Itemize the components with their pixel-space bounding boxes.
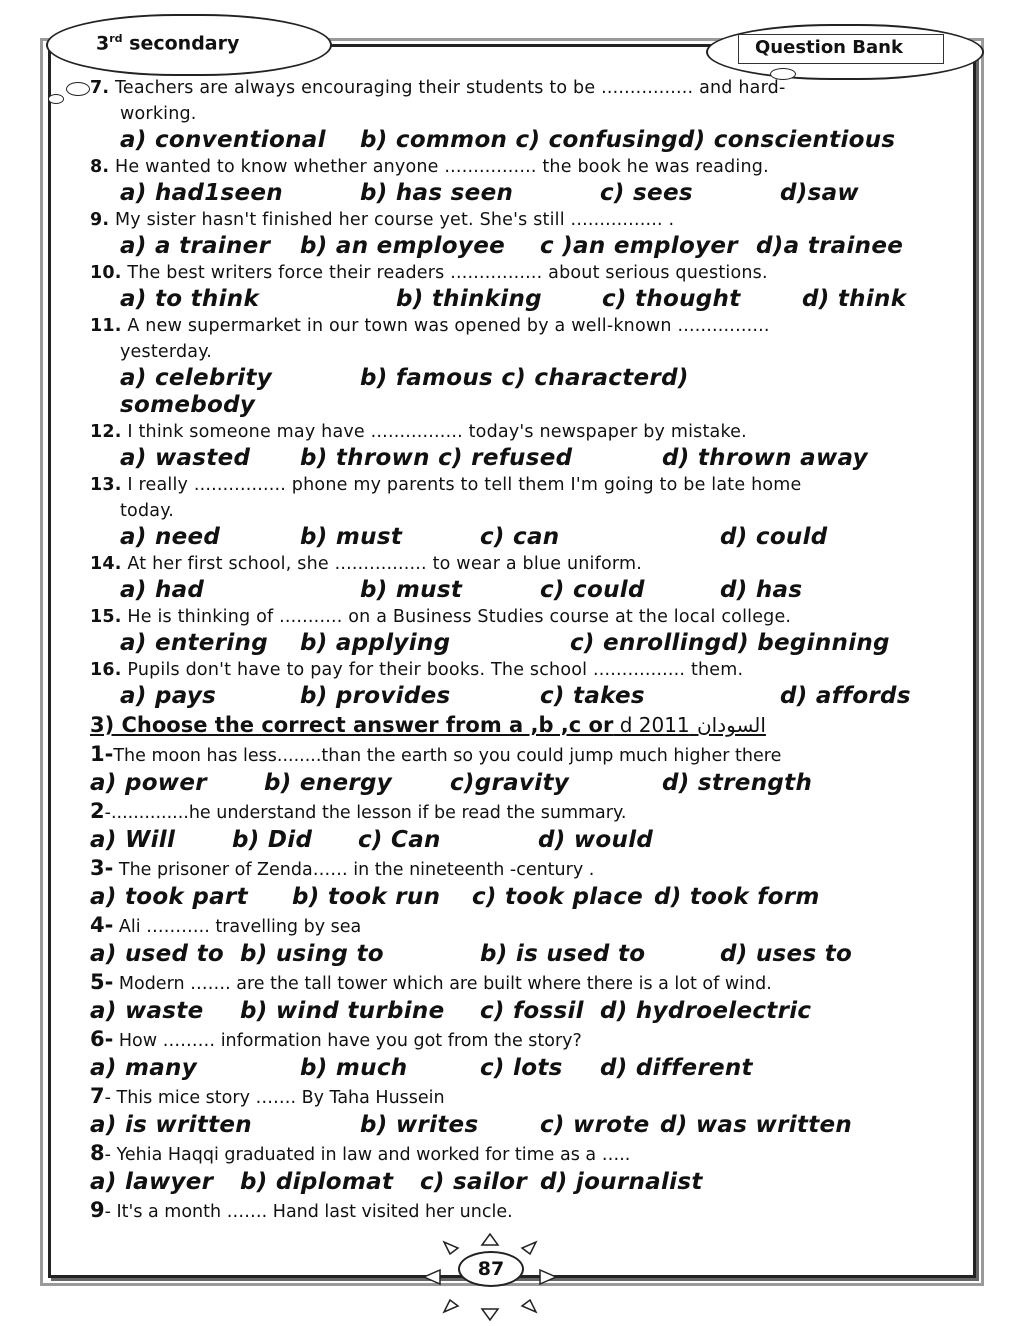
answer-option: d) hydroelectric xyxy=(600,998,812,1024)
answer-option: d) xyxy=(661,365,689,391)
answer-option: b) thinking xyxy=(396,286,542,312)
answer-option: b) took run xyxy=(292,884,441,910)
answer-option: d) think xyxy=(802,286,907,312)
section-title: 3) Choose the correct answer from a ,b ,c or xyxy=(90,713,614,737)
answer-option: b) writes xyxy=(360,1112,479,1138)
answer-row xyxy=(90,1169,970,1196)
question-item xyxy=(90,207,970,233)
question-number: 6- xyxy=(90,1027,114,1051)
answer-option: d) uses to xyxy=(720,941,853,967)
answer-option: a) wasted xyxy=(120,445,251,471)
answer-option: d) different xyxy=(600,1055,753,1081)
answer-row xyxy=(90,180,970,207)
answer-row xyxy=(90,524,970,551)
page-number: 87 xyxy=(458,1251,524,1287)
answer-option: b) an employee xyxy=(300,233,505,259)
question-text: He is thinking of ........... on a Business Studies course at the local college. xyxy=(127,607,792,627)
answer-option: b) is used to xyxy=(480,941,646,967)
question-item xyxy=(90,657,970,683)
question-number: 7. xyxy=(90,78,110,98)
section-suffix: d 2011 xyxy=(613,713,690,737)
answer-option: b) energy xyxy=(264,770,393,796)
answer-option: c)gravity xyxy=(450,770,570,796)
question-text: I really ................ phone my parents to tell them I'm going to be late home xyxy=(127,475,802,495)
question-text-cont: working. xyxy=(120,104,197,124)
section-arabic: السودان xyxy=(696,713,766,737)
question-number: 7 xyxy=(90,1084,105,1108)
question-item xyxy=(90,551,970,577)
question-number: 5- xyxy=(90,970,114,994)
question-text: Teachers are always encouraging their students to be ................ and hard- xyxy=(115,78,786,98)
question-item xyxy=(90,75,970,127)
question-number: 15. xyxy=(90,607,122,627)
section-heading xyxy=(90,710,970,740)
answer-option: d) has xyxy=(720,577,803,603)
question-item xyxy=(90,797,970,827)
question-item xyxy=(90,419,970,445)
question-text-cont: yesterday. xyxy=(120,342,213,362)
answer-row xyxy=(90,770,970,797)
question-text: The best writers force their readers ................ about serious questions. xyxy=(127,263,768,283)
answer-option: a) pays xyxy=(120,683,217,709)
answer-row xyxy=(90,365,970,392)
question-item xyxy=(90,740,970,770)
question-item xyxy=(90,911,970,941)
question-item xyxy=(90,968,970,998)
answer-option: c) could xyxy=(540,577,645,603)
answer-option: b) using to xyxy=(240,941,384,967)
answer-option: d) thrown away xyxy=(662,445,868,471)
question-number: 1- xyxy=(90,742,114,766)
question-number: 11. xyxy=(90,316,122,336)
answer-option: b) thrown c) refused xyxy=(300,445,573,471)
answer-option: a) lawyer xyxy=(90,1169,214,1195)
answer-option: d) took form xyxy=(654,884,820,910)
answer-row xyxy=(90,445,970,472)
answer-option: b) applying xyxy=(300,630,451,656)
question-number: 12. xyxy=(90,422,122,442)
answer-option: d) conscientious xyxy=(677,127,896,153)
answer-option: b) has seen xyxy=(360,180,514,206)
question-item xyxy=(90,313,970,365)
answer-option: c) sailor xyxy=(420,1169,527,1195)
question-item xyxy=(90,1082,970,1112)
answer-option: a) to think xyxy=(120,286,260,312)
answer-row xyxy=(90,233,970,260)
question-text: I think someone may have ................ today's newspaper by mistake. xyxy=(127,422,747,442)
answer-option: d) affords xyxy=(780,683,911,709)
thought-bubble xyxy=(66,82,90,96)
answer-row-cont xyxy=(90,392,970,419)
answer-option: a) used to xyxy=(90,941,224,967)
question-item xyxy=(90,1139,970,1169)
answer-option: a) Will xyxy=(90,827,176,853)
answer-row xyxy=(90,1112,970,1139)
answer-option: a) is written xyxy=(90,1112,252,1138)
answer-option: d) strength xyxy=(662,770,813,796)
answer-option: b) common c) confusing xyxy=(360,127,678,153)
question-text: Ali ……….. travelling by sea xyxy=(113,917,362,937)
answer-option: b) wind turbine xyxy=(240,998,445,1024)
answer-option: d) was written xyxy=(660,1112,853,1138)
question-text: A new supermarket in our town was opened by a well-known ................ xyxy=(127,316,770,336)
question-text: - This mice story ……. By Taha Hussein xyxy=(104,1088,445,1108)
answer-row xyxy=(90,577,970,604)
question-bank-title: Question Bank xyxy=(755,37,903,58)
answer-option: a) need xyxy=(120,524,221,550)
answer-row xyxy=(90,827,970,854)
answer-option: c) fossil xyxy=(480,998,584,1024)
question-number: 14. xyxy=(90,554,122,574)
answer-option: c) Can xyxy=(358,827,441,853)
question-content xyxy=(90,75,970,1226)
answer-row xyxy=(90,941,970,968)
answer-option: a) had1seen xyxy=(120,180,283,206)
answer-option: b) must xyxy=(360,577,463,603)
answer-option: b) provides xyxy=(300,683,451,709)
question-item xyxy=(90,472,970,524)
question-text: Modern ……. are the tall tower which are built where there is a lot of wind. xyxy=(113,974,772,994)
question-item xyxy=(90,154,970,180)
answer-option: c )an employer xyxy=(540,233,738,259)
answer-option: somebody xyxy=(120,392,256,418)
answer-option: c) sees xyxy=(600,180,693,206)
answer-option: c) enrollingd) beginning xyxy=(570,630,890,656)
question-text: - It's a month ……. Hand last visited her uncle. xyxy=(104,1202,513,1222)
answer-option: a) conventional xyxy=(120,127,326,153)
question-text: The prisoner of Zenda…… in the nineteenth -century . xyxy=(113,860,595,880)
question-text: -..............he understand the lesson if be read the summary. xyxy=(104,803,627,823)
question-text: My sister hasn't finished her course yet. She's still ................ . xyxy=(115,210,675,230)
answer-option: d) could xyxy=(720,524,828,550)
question-number: 13. xyxy=(90,475,122,495)
answer-option: a) power xyxy=(90,770,207,796)
question-number: 8. xyxy=(90,157,110,177)
answer-option: c) wrote xyxy=(540,1112,650,1138)
question-number: 4- xyxy=(90,913,114,937)
answer-option: b) diplomat xyxy=(240,1169,394,1195)
answer-row xyxy=(90,998,970,1025)
answer-option: a) a trainer xyxy=(120,233,271,259)
answer-option: b) Did xyxy=(232,827,313,853)
answer-option: a) celebrity xyxy=(120,365,273,391)
question-item xyxy=(90,260,970,286)
question-item xyxy=(90,854,970,884)
answer-option: b) much xyxy=(300,1055,408,1081)
answer-row xyxy=(90,630,970,657)
thought-bubble xyxy=(48,94,64,104)
answer-option: d) journalist xyxy=(540,1169,703,1195)
question-number: 16. xyxy=(90,660,122,680)
answer-option: a) many xyxy=(90,1055,197,1081)
answer-option: c) lots xyxy=(480,1055,563,1081)
answer-row xyxy=(90,286,970,313)
question-number: 3- xyxy=(90,856,114,880)
answer-option: b) must xyxy=(300,524,403,550)
answer-row xyxy=(90,127,970,154)
question-text: How ……… information have you got from the story? xyxy=(113,1031,582,1051)
answer-row xyxy=(90,1055,970,1082)
answer-option: c) takes xyxy=(540,683,645,709)
answer-option: c) thought xyxy=(602,286,741,312)
grade-label: 3rd secondary xyxy=(96,32,240,55)
answer-option: d)a trainee xyxy=(756,233,904,259)
question-text: He wanted to know whether anyone ................ the book he was reading. xyxy=(115,157,769,177)
answer-row xyxy=(90,683,970,710)
answer-option: a) had xyxy=(120,577,205,603)
answer-option: c) took place xyxy=(472,884,644,910)
answer-option: d)saw xyxy=(780,180,859,206)
question-number: 9 xyxy=(90,1198,105,1222)
question-text: - Yehia Haqqi graduated in law and worked for time as a ….. xyxy=(104,1145,631,1165)
question-number: 9. xyxy=(90,210,110,230)
question-number: 8 xyxy=(90,1141,105,1165)
answer-option: d) would xyxy=(538,827,654,853)
answer-option: a) waste xyxy=(90,998,204,1024)
answer-option: c) can xyxy=(480,524,560,550)
answer-option: a) took part xyxy=(90,884,248,910)
question-text-cont: today. xyxy=(120,501,175,521)
answer-row xyxy=(90,884,970,911)
answer-option: a) entering xyxy=(120,630,268,656)
question-text: At her first school, she ................ to wear a blue uniform. xyxy=(127,554,642,574)
question-item xyxy=(90,1025,970,1055)
question-text: The moon has less........than the earth so you could jump much higher there xyxy=(113,746,782,766)
question-number: 10. xyxy=(90,263,122,283)
question-item xyxy=(90,1196,970,1226)
question-text: Pupils don't have to pay for their books. The school ................ them. xyxy=(127,660,744,680)
question-number: 2 xyxy=(90,799,105,823)
question-item xyxy=(90,604,970,630)
answer-option: b) famous c) character xyxy=(360,365,662,391)
